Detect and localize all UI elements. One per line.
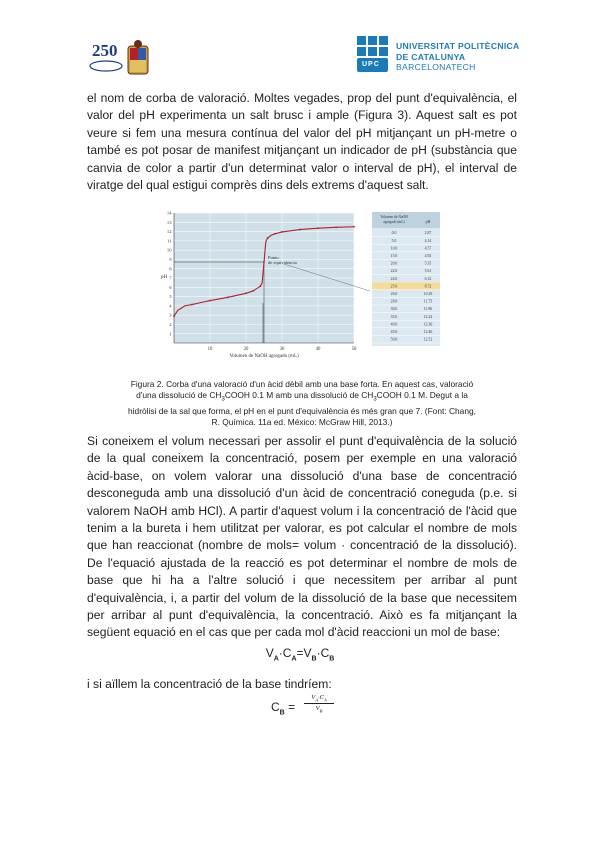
data-point (281, 231, 283, 233)
paragraph-2 (87, 433, 517, 642)
y-tick-label: 3 (169, 312, 172, 318)
table-cell-ph: 11.75 (423, 299, 433, 304)
equation-2-lhs (271, 700, 295, 716)
crest-icon (128, 40, 148, 74)
table-header-ph: pH (425, 220, 431, 224)
caption-part: d'una dissolució de CH (136, 390, 222, 401)
eq-sub: B (311, 655, 317, 663)
paragraph-line: i si aïllem la concentració de la base tindríem: (87, 677, 332, 691)
table-cell-volume: 20.0 (390, 261, 398, 266)
table-header-volume: Volumen de NaOH (380, 215, 408, 219)
data-point (252, 290, 254, 292)
paragraph-line: canvia de color a partir d'un determinat valor o interval de pH), el interval de (87, 160, 517, 175)
eq-sub: B (329, 655, 335, 663)
caption-line: R. Química. 11a ed. México: McGraw Hill, 2013.) (211, 417, 393, 428)
fraction-numerator (304, 694, 334, 704)
paragraph-line: desconeguda amb una dissolució d'un àcid de concentració coneguda (p.e. si (87, 486, 517, 501)
caption-part: COOH 0.1 M. Degut a la (376, 390, 468, 401)
table-cell-ph: 4.57 (424, 246, 432, 251)
x-tick-label: 30 (279, 347, 285, 352)
data-point (263, 261, 265, 263)
table-cell-volume: 35.0 (390, 314, 398, 319)
university-name (396, 41, 520, 73)
paragraph-line: De l'equació ajustada de la reacció es pot determinar el nombre de mols de (87, 555, 517, 570)
table-cell-volume: 5.0 (391, 238, 397, 243)
table-cell-volume: 30.0 (390, 307, 398, 312)
paragraph-3 (87, 676, 517, 693)
caption-subscript: 3 (221, 396, 225, 403)
paragraph-line: valor del pH experimenta un salt brusc i ample (Figura 3). Aquest salt es pot (87, 108, 517, 123)
table-cell-volume: 24.0 (390, 276, 398, 281)
figure-caption (88, 379, 516, 428)
table-header-volume: agregado (mL) (383, 220, 405, 224)
titration-table (372, 212, 440, 346)
table-cell-ph: 8.72 (424, 284, 432, 289)
upc-badge-text: UPC (362, 61, 380, 68)
eq-part: =V (296, 646, 312, 660)
table-cell-ph: 5.61 (424, 269, 432, 274)
num-sub: A (323, 697, 327, 703)
logo-250-text: 250 (92, 41, 118, 60)
data-point (173, 315, 175, 317)
x-tick-label: 10 (207, 347, 213, 352)
table-cell-volume: 50.0 (390, 337, 398, 342)
paragraph-line: Si coneixem el volum necessari per assolir el punt d'equivalència de la solució (87, 434, 517, 448)
x-tick-label: 50 (351, 347, 357, 352)
data-point (260, 285, 262, 287)
paragraph-line: àcid-base, on volem valorar una dissolució d'una base de concentració (87, 468, 517, 483)
table-cell-volume: 45.0 (390, 330, 398, 334)
eq-part: ·C (278, 646, 292, 660)
table-cell-ph: 6.12 (424, 276, 432, 281)
data-point (353, 226, 355, 228)
y-tick-label: 1 (169, 331, 172, 337)
num-dot: ·C (318, 694, 324, 701)
university-line-2: DE CATALUNYA (396, 51, 466, 62)
table-cell-ph: 12.46 (423, 330, 433, 334)
data-point (267, 237, 269, 239)
table-cell-ph: 11.96 (423, 307, 433, 312)
table-cell-ph: 2.87 (424, 231, 432, 236)
eq-sub: B (279, 709, 285, 717)
table-cell-ph: 12.22 (423, 314, 433, 319)
table-cell-ph: 4.92 (424, 254, 432, 258)
caption-line: hidròlisi de la sal que forma, el pH en el punt d'equivalència és més gran que 7. (Font: Chang, (128, 406, 476, 417)
table-cell-ph: 5.35 (424, 261, 432, 266)
data-point (245, 292, 247, 294)
x-tick-label: 20 (243, 347, 249, 352)
data-point (317, 227, 319, 229)
y-tick-label: 4 (169, 303, 172, 309)
paragraph-line: per arribar al punt d'equivalència, la concentració. Això es fa mitjançant la (87, 608, 517, 623)
data-point (209, 300, 211, 302)
table-cell-volume: 10.0 (390, 246, 398, 251)
data-point (299, 229, 301, 231)
fraction-denominator (304, 704, 334, 713)
paragraph-line: que han reaccionat (nombre de mols= volum · concentració de la dissolució). (87, 538, 517, 553)
paragraph-line: de la qual coneixem la concentració, posem per exemple en una valoració (87, 451, 517, 466)
y-tick-label: 7 (169, 275, 172, 281)
data-point (191, 304, 193, 306)
paragraph-line: valorem NaOH amb HCl). A partir d'aquest volum i la concentració de l'àcid que (87, 503, 517, 518)
num-sub: A (315, 697, 318, 703)
x-tick-label: 40 (315, 347, 321, 352)
paragraph-1 (87, 90, 517, 194)
paragraph-line: el nom de corba de valoració. Moltes vegades, prop del punt d'equivalència, el (87, 91, 517, 105)
table-cell-ph: 10.29 (423, 292, 433, 296)
annotation-line: Punto (268, 255, 279, 261)
table-cell-volume: 25.0 (390, 284, 398, 289)
equation-1 (0, 646, 600, 662)
titration-chart (160, 209, 370, 362)
num-v: V (311, 694, 316, 701)
eq-part: ·C (316, 646, 330, 660)
y-tick-label: 13 (166, 219, 172, 225)
table-cell-volume: 22.0 (390, 269, 398, 274)
eq-part: V (265, 646, 274, 660)
y-tick-label: 9 (169, 257, 172, 263)
data-point (274, 233, 276, 235)
den-sub: B (319, 708, 323, 714)
table-cell-volume: 26.0 (390, 292, 398, 296)
caption-line: Figura 2. Corba d'una valoració d'un àcid dèbil amb una base forta. En aquest cas, valoració (130, 379, 474, 389)
caption-line (88, 390, 516, 406)
paragraph-line: següent equació en el cas que per cada mol d'àcid reaccioni un mol de base: (87, 625, 501, 640)
den-v: V (315, 705, 320, 713)
data-point (335, 226, 337, 228)
table-cell-volume: 40.0 (390, 322, 398, 327)
table-cell-volume: 0.0 (391, 231, 397, 236)
annotation-line: de equivalencia (268, 260, 297, 266)
table-cell-ph: 12.36 (423, 322, 433, 327)
anniversary-logo (86, 36, 152, 80)
table-cell-ph: 12.52 (423, 337, 433, 342)
university-line-1: UNIVERSITAT POLITÈCNICA (396, 41, 520, 51)
y-tick-label: 10 (166, 247, 172, 253)
paragraph-line: base que hi ha a l'altre solució i que necessitem per arribar al punt (87, 573, 517, 588)
eq-part: C (271, 700, 280, 714)
y-tick-label: 5 (169, 294, 172, 300)
y-axis-label: pH (160, 275, 168, 280)
university-line-3: BARCELONATECH (396, 62, 476, 72)
paragraph-line: d'equivalència, i, a partir del volum de la dissolució de la base que necessitem (87, 590, 517, 605)
eq-sub: A (291, 655, 297, 663)
equation-2-fraction (304, 694, 334, 714)
y-tick-label: 12 (166, 229, 172, 235)
table-cell-ph: 4.14 (424, 238, 432, 243)
y-tick-label: 14 (166, 210, 172, 216)
eq-part: = (284, 700, 296, 714)
table-cell-volume: 15.0 (390, 254, 398, 258)
data-point (227, 296, 229, 298)
y-tick-label: 11 (167, 238, 172, 244)
eq-sub: A (273, 655, 279, 663)
caption-subscript: 3 (373, 396, 377, 403)
caption-part: COOH 0.1 M amb una dissolució de CH (224, 390, 374, 401)
paragraph-line: veure si fem una mesura contínua del valor del pH mitjançant un pH-metre o (87, 125, 517, 140)
table-cell-volume: 28.0 (390, 299, 398, 304)
y-tick-label: 8 (169, 266, 172, 272)
paragraph-line: viratge del qual estigui comprès dins dels extrems d'aquest salt. (87, 178, 429, 193)
y-tick-label: 2 (169, 322, 172, 328)
y-tick-label: 6 (169, 284, 172, 290)
paragraph-line: tenim a la bureta i hem utilitzat per valorar, es pot calcular el nombre de mols (87, 521, 517, 536)
x-axis-label: Volumen de NaOH agregado (mL) (229, 354, 299, 359)
paragraph-line: també es pot posar de manifest mitjançant un indicador de pH (substància que (87, 143, 517, 158)
